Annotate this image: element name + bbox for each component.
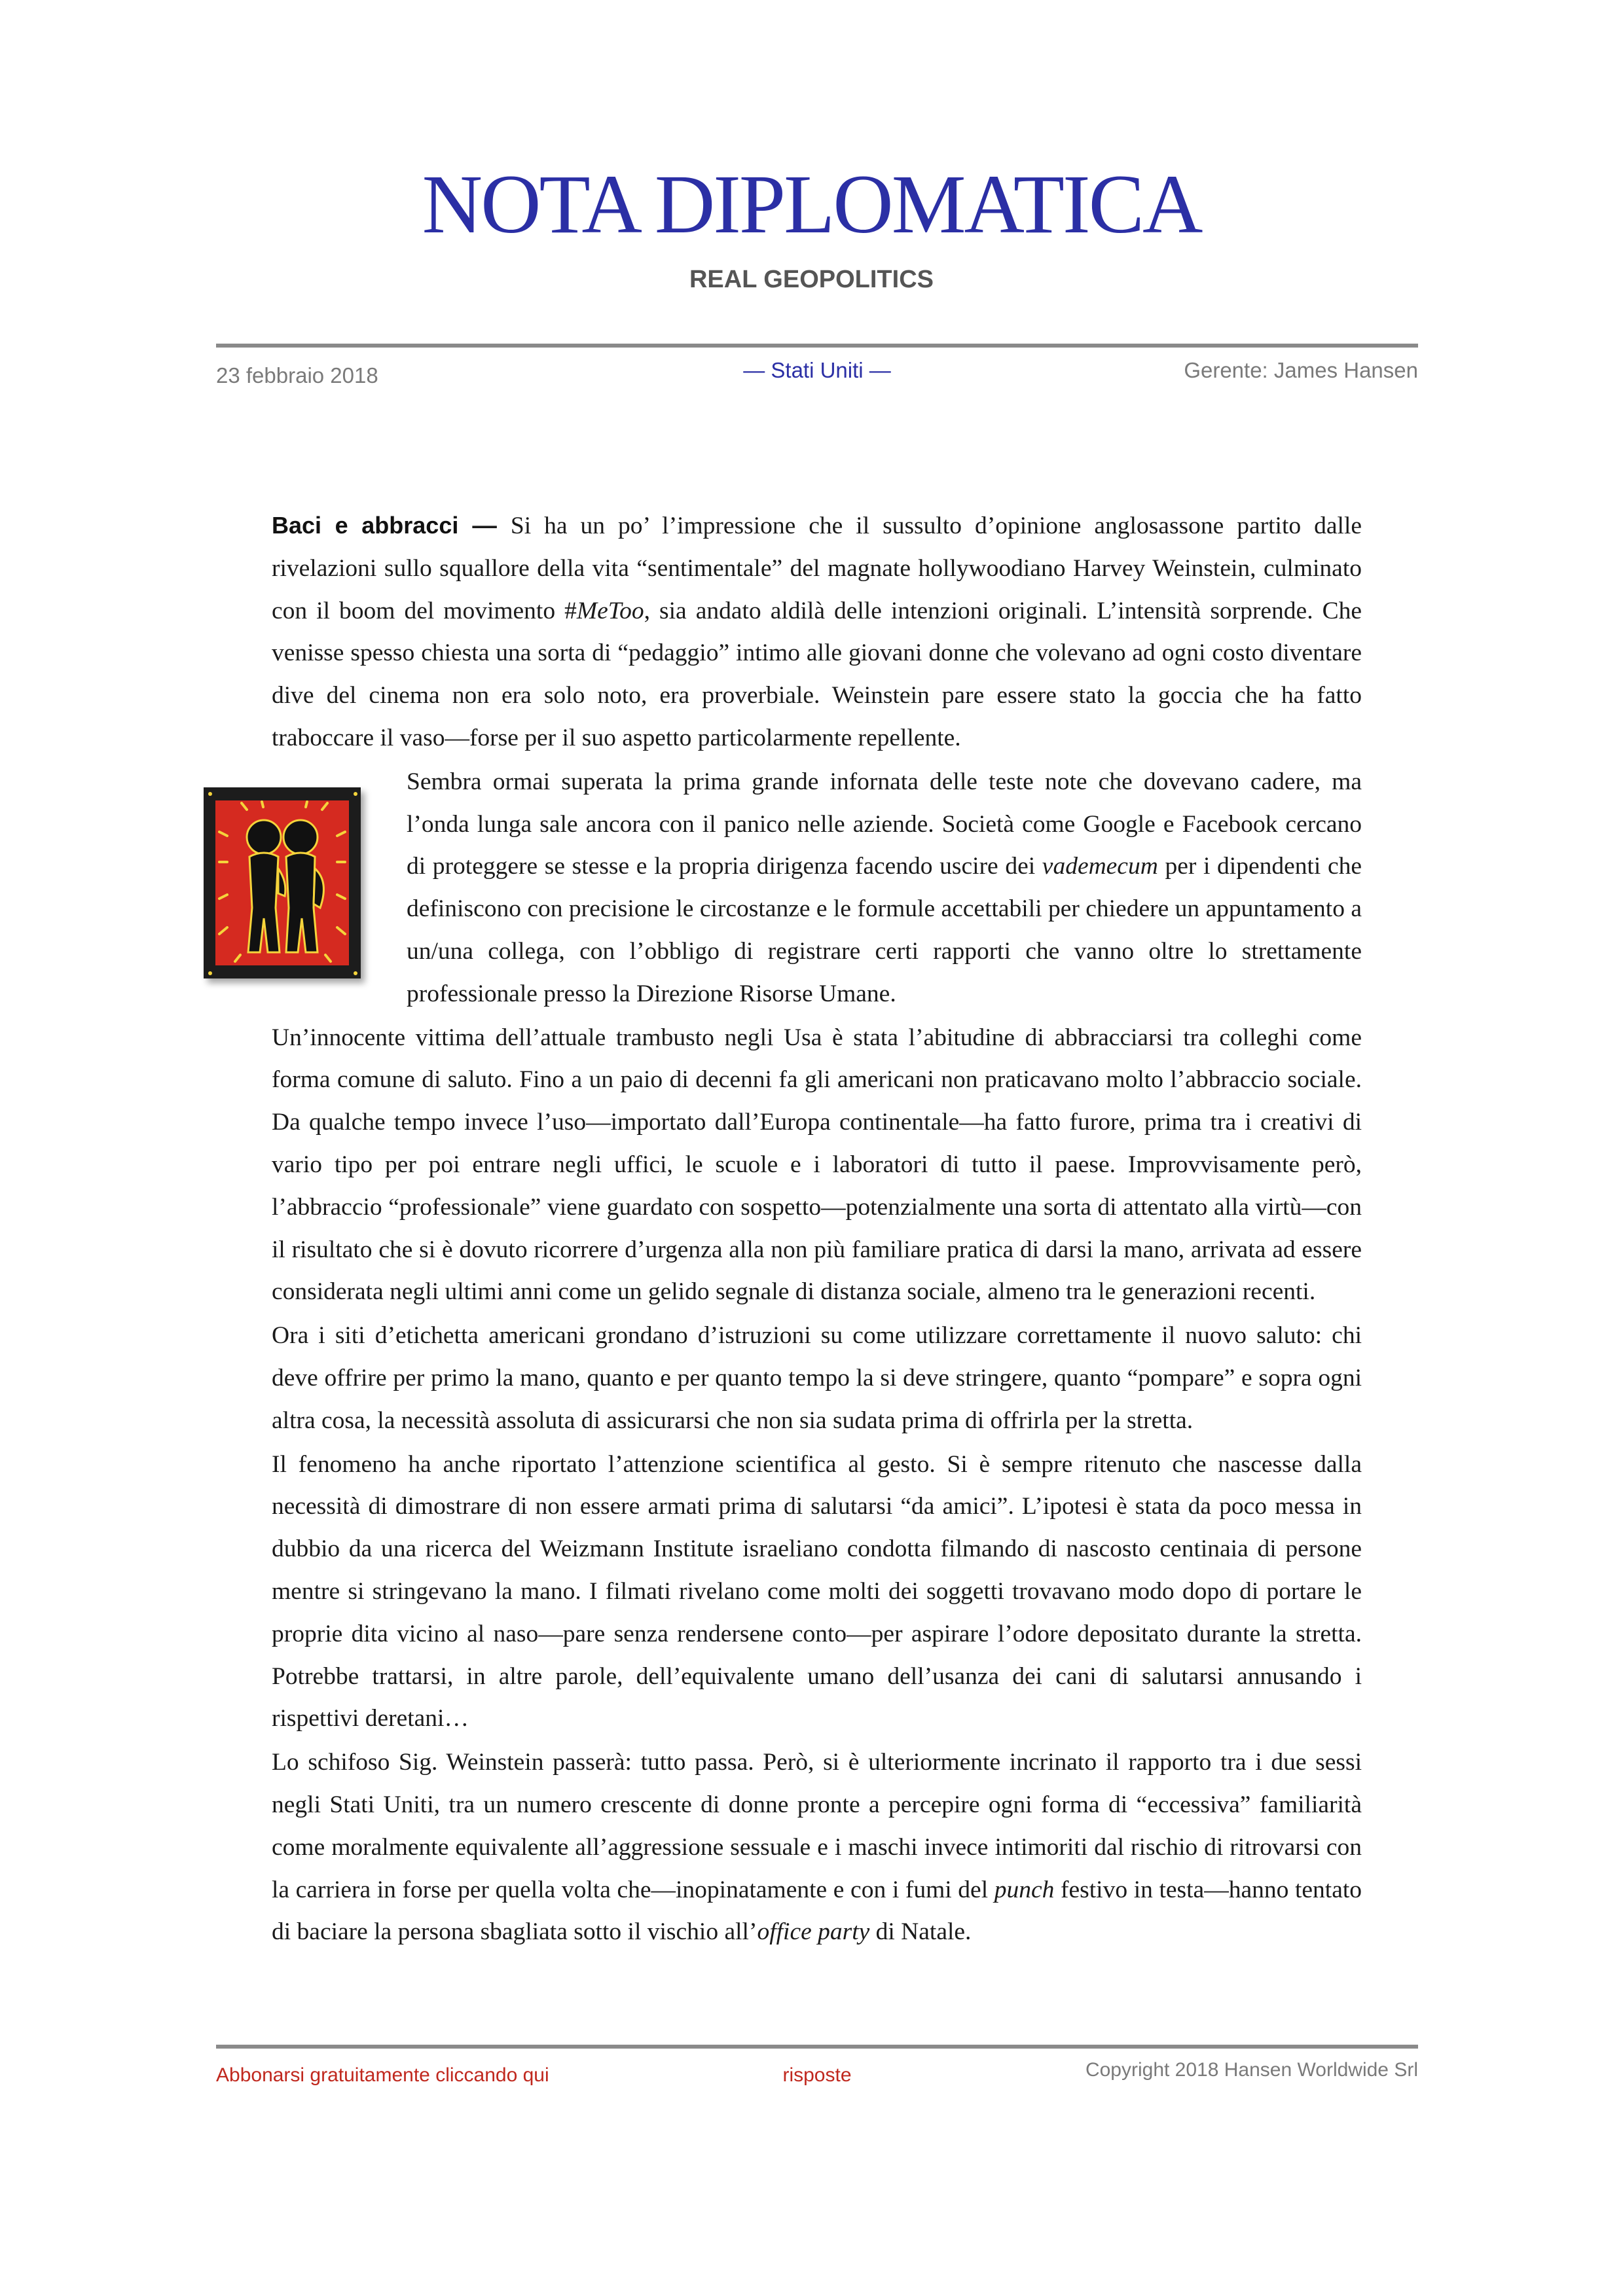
masthead-subtitle: REAL GEOPOLITICS <box>689 266 934 293</box>
article-paragraph: Il fenomeno ha anche riportato l’attenzione scientifica al gesto. Si è sempre ritenuto che nascesse dalla necessità di dimostrare di non essere armati prima di salutarsi “da amici”. L’ipotesi è stata da poco messa in dubbio da una ricerca del Weizmann Institute israeliano condotta filmando di nascosto centinaia di persone mentre si stringevano la mano. I filmati rivelano come molti dei soggetti trovavano modo dopo di portare le proprie dita vicino al naso—pare senza rendersene conto—per aspirare l’odore depositato durante la stretta. Potrebbe trattarsi, in altre parole, dell’equivalente umano dell’usanza dei cani di salutarsi annusando i rispettivi deretani… <box>272 1450 1362 1732</box>
article-paragraph: Un’innocente vittima dell’attuale trambusto negli Usa è stata l’abitudine di abbracciarsi tra colleghi come forma comune di saluto. Fino a un paio di decenni fa gli americani non praticavano molto l’abbraccio sociale. Da qualche tempo invece l’uso—importato dall’Europa continentale—ha fatto furore, prima tra i creativi di vario tipo per poi entrare negli uffici, le scuole e i laboratori di tutto il paese. Improvvisamente però, l’abbraccio “professionale” viene guardato con sospetto—potenzialmente una sorta di attentato alla virtù—con il risultato che si è dovuto ricorrere d’urgenza alla non più familiare pratica di darsi la mano, arrivata ad essere considerata negli ultimi anni come un gelido segnale di distanza sociale, almeno tra le generazioni recenti. <box>272 1024 1362 1306</box>
footer-divider <box>216 2045 1418 2049</box>
publication-date: 23 febbraio 2018 <box>216 363 378 387</box>
subscribe-link[interactable]: Abbonarsi gratuitamente cliccando qui <box>216 2064 549 2086</box>
article-paragraph: Ora i siti d’etichetta americani grondano d’istruzioni su come utilizzare correttamente il nuovo saluto: chi deve offrire per primo la mano, quanto e per quanto tempo la si deve stringere, quanto “pompare” e sopra ogni altra cosa, la necessità assoluta di assicurarsi che non sia sudata prima di offrirla per la stretta. <box>272 1322 1362 1434</box>
article-body <box>272 504 1362 1954</box>
paragraph-text: Lo schifoso Sig. Weinstein passerà: tutto passa. Però, si è ulteriormente incrinato il rapporto tra i due sessi negli Stati Uniti, tra un numero crescente di donne pronte a percepire ogni forma di “eccessiva” familiarità come moralmente equivalente all’aggressione sessuale e i maschi invece intimoriti dal rischio di ritrovarsi con la carriera in forse per quella volta che—inopinatamente e con i fumi del <box>272 1749 1362 1903</box>
footer <box>216 2059 1418 2092</box>
title-dash: — <box>458 511 511 539</box>
masthead-title: NOTA DIPLOMATICA <box>422 158 1201 251</box>
article-title: Baci e abbracci <box>272 512 459 539</box>
copyright-notice: Copyright 2018 Hansen Worldwide Srl <box>1085 2059 1418 2081</box>
replies-link[interactable]: risposte <box>782 2064 852 2086</box>
office-party-italic: office party <box>757 1918 870 1946</box>
section-dash-right: — <box>863 358 891 382</box>
paragraph-text: Si ha un po’ l’impressione che il sussulto d’opinione anglosassone partito dalle rivelazioni sullo squallore della vita “sentimentale” del magnate hollywoodiano Harvey Weinstein, culminato con il boom del movimento # <box>272 512 1362 624</box>
article-paragraph <box>272 1742 1362 1954</box>
header-meta <box>216 358 1418 391</box>
section-link[interactable]: Stati Uniti <box>771 358 864 382</box>
paragraph-text: festivo in testa—hanno tentato di baciare la persona sbagliata sotto il vischio all’ <box>272 1876 1362 1946</box>
section-dash-left: — <box>743 358 771 382</box>
keith-haring-image <box>201 783 373 990</box>
vademecum-italic: vademecum <box>1042 853 1158 880</box>
metoo-italic: MeToo <box>576 597 644 624</box>
article-paragraph <box>272 504 1362 760</box>
header-divider <box>216 344 1418 348</box>
paragraph-text: , sia andato aldilà delle intenzioni originali. L’intensità sorprende. Che venisse spesso chiesta una sorta di “pedaggio” intimo alle giovani donne che volevano ad ogni costo diventare dive del cinema non era solo noto, era proverbiale. Weinstein pare essere stato la goccia che ha fatto traboccare il vaso—forse per il suo aspetto particolarmente repellente. <box>272 597 1362 751</box>
manager-credit: Gerente: James Hansen <box>1184 358 1418 382</box>
article-illustration <box>201 783 373 990</box>
paragraph-text: di Natale. <box>869 1918 972 1946</box>
paragraph-text: Sembra ormai superata la prima grande infornata delle teste note che dovevano cadere, ma l’onda lunga sale ancora con il panico nelle aziende. Società come Google e Facebook cercano di proteggere se stesse e la propria dirigenza facendo uscire dei <box>407 768 1362 880</box>
paragraph-text: per i dipendenti che definiscono con precisione le circostanze e le formule accettabili per chiedere un appuntamento a un/una collega, con l’obbligo di registrare certi rapporti che vanno oltre lo strettamente professionale presso la Direzione Risorse Umane. <box>407 853 1362 1007</box>
article-paragraph <box>272 761 1362 1016</box>
punch-italic: punch <box>994 1876 1055 1903</box>
